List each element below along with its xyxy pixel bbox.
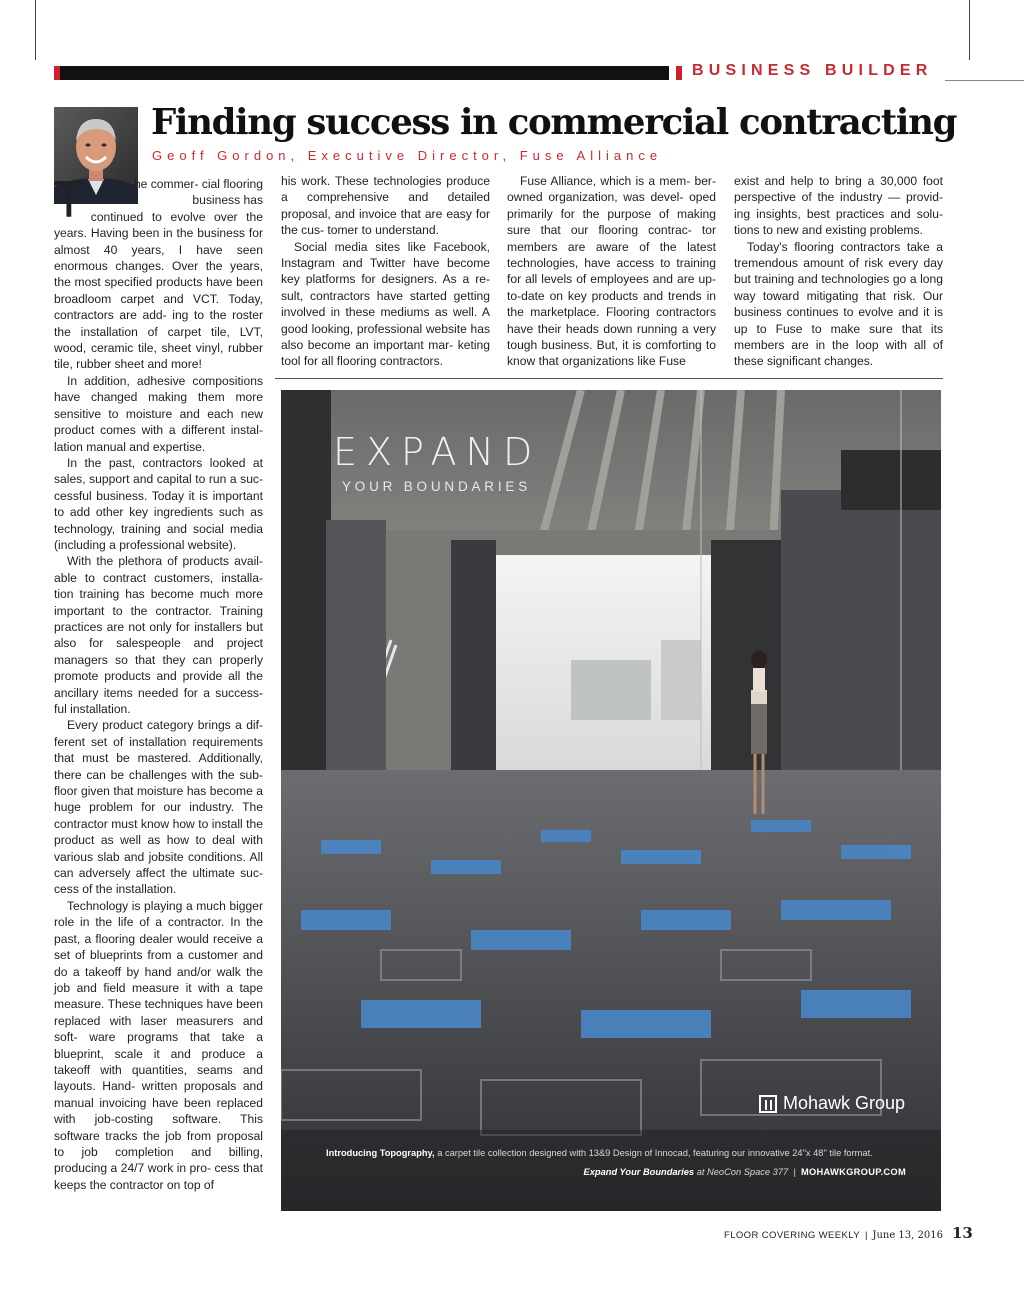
ad-intro-text	[326, 1148, 873, 1158]
mohawk-advertisement[interactable]	[281, 390, 941, 1211]
brand-name: Mohawk Group	[783, 1093, 906, 1113]
mohawk-logo-icon	[759, 1095, 777, 1113]
section-header-accent-left	[54, 66, 60, 80]
ad-cta-bold: Expand Your Boundaries	[583, 1167, 695, 1177]
ad-subheadline: YOUR BOUNDARIES	[342, 479, 532, 494]
ad-cta-rest: at NeoCon Space 377	[694, 1167, 789, 1177]
section-label: BUSINESS BUILDER	[692, 62, 933, 79]
ad-interior-illustration	[281, 390, 941, 1211]
article-column-1	[53, 171, 263, 1193]
ad-url-link[interactable]: MOHAWKGROUP.COM	[800, 1167, 906, 1177]
article-paragraph: In addition, adhesive compositions have changed making them more sensitive to moisture and each new product comes with a different instal- lation manual and expertise.	[54, 373, 263, 454]
issue-date: June 13, 2016	[872, 1230, 943, 1241]
article-paragraph: Social media sites like Facebook, Instagram and Twitter have become key platforms for designers. As a re- sult, contractors have started getting involved in these mediums as well. A good looking, professional website has also become an important mar- keting tool for all flooring contractors.	[281, 239, 490, 369]
article-paragraph: With the plethora of products avail- able to contract customers, installa- tion training has become much more important to the contractor. Training practices are not only for installers but also for salespeople and project managers so that they can properly promote products and provide all the ancillary items needed for a success- ful installation.	[54, 554, 263, 716]
ad-intro-rest: a carpet tile collection designed with 13&9 Design of Innocad, featuring our innovative 24"x 48" tile format.	[434, 1148, 873, 1158]
article-paragraph: exist and help to bring a 30,000 foot perspective of the industry — provid- ing insights, best practices and solu- tions to new and existing problems.	[734, 174, 943, 238]
article-column-4	[734, 173, 943, 370]
article-column-3	[507, 173, 716, 370]
trim-mark-horizontal	[945, 80, 1024, 81]
trim-mark-left	[35, 0, 36, 60]
ad-headline: EXPAND	[333, 430, 542, 474]
drop-cap: T	[53, 171, 85, 229]
ad-divider-rule	[275, 378, 943, 379]
publication-name: FLOOR COVERING WEEKLY	[724, 1230, 860, 1241]
article-paragraph	[53, 171, 263, 373]
trim-mark-right	[969, 0, 970, 60]
section-header-accent-right	[676, 66, 682, 80]
article-paragraph: Fuse Alliance, which is a mem- ber-owned organization, was devel- oped primarily for the purpose of making sure that our flooring contrac- tor members are aware of the latest technologies, have access to training for all levels of employees and are up- to-date on key products and trends in the marketplace. Flooring contractors have their heads down running a very tough business. But, it is comforting to know that organizations like Fuse	[507, 174, 716, 369]
lead-text: he commer- cial flooring business has	[133, 177, 263, 208]
article-paragraph: Technology is playing a much bigger role in the life of a contractor. In the past, a flooring dealer would receive a set of blueprints from a customer and do a takeoff by hand and/or walk the job and field measure it with a tape measure. These techniques have been replaced with laser measurers and soft- ware programs that take a blueprint, scale it and produce a takeoff with quantities, seams and layouts. Hand- written proposals and manual invoicing have been replaced with job-costing software. This software tracks the job from proposal to job completion and billing, producing a 24/7 work in pro- cess that keeps the contractor on top of	[54, 898, 263, 1192]
paragraph-text: continued to evolve over the years. Having been in the business for almost 40 years, I have seen enormous changes. Over the years, the most specified products have been broadloom carpet and VCT. Today, contractors are add- ing to the roster the installation of carpet tile, LVT, wood, ceramic tile, sheet vinyl, rubber tile, rubber sheet and more!	[54, 209, 263, 372]
article-title: Finding success in commercial contracting	[151, 102, 957, 143]
ad-call-to-action	[584, 1167, 906, 1177]
mohawk-brand[interactable]	[759, 1093, 905, 1114]
article-byline: Geoff Gordon, Executive Director, Fuse Alliance	[152, 148, 663, 163]
article-paragraph: Every product category brings a dif- ferent set of installation requirements that must be mastered. Additionally, there can be challenges with the sub- floor given that moisture has become a huge problem for our industry. The contractor must know how to install the product as well as how to deal with various slab and jobsite conditions. All can adversely affect the ultimate suc- cess of the installation.	[54, 718, 263, 897]
section-header-bar	[54, 66, 669, 80]
footer-separator: |	[864, 1230, 868, 1241]
ad-intro-bold: Introducing Topography,	[326, 1148, 435, 1158]
article-column-2	[281, 173, 490, 370]
page-number: 13	[951, 1224, 973, 1242]
ad-cta-separator: |	[793, 1167, 796, 1177]
article-paragraph: his work. These technologies produce a comprehensive and detailed proposal, and invoice that are easy for the cus- tomer to understand.	[281, 174, 490, 238]
page-footer	[724, 1224, 973, 1242]
article-paragraph: In the past, contractors looked at sales, support and capital to run a suc- cessful business. Today it is important to add other key ingredients such as technology, training and social media (including a professional website).	[54, 455, 263, 552]
article-paragraph: Today's flooring contractors take a tremendous amount of risk every day but training and technologies go a long way toward mitigating that risk. Our business continues to evolve and it is up to Fuse to make sure that its members are in the loop with all of these significant changes.	[734, 239, 943, 369]
